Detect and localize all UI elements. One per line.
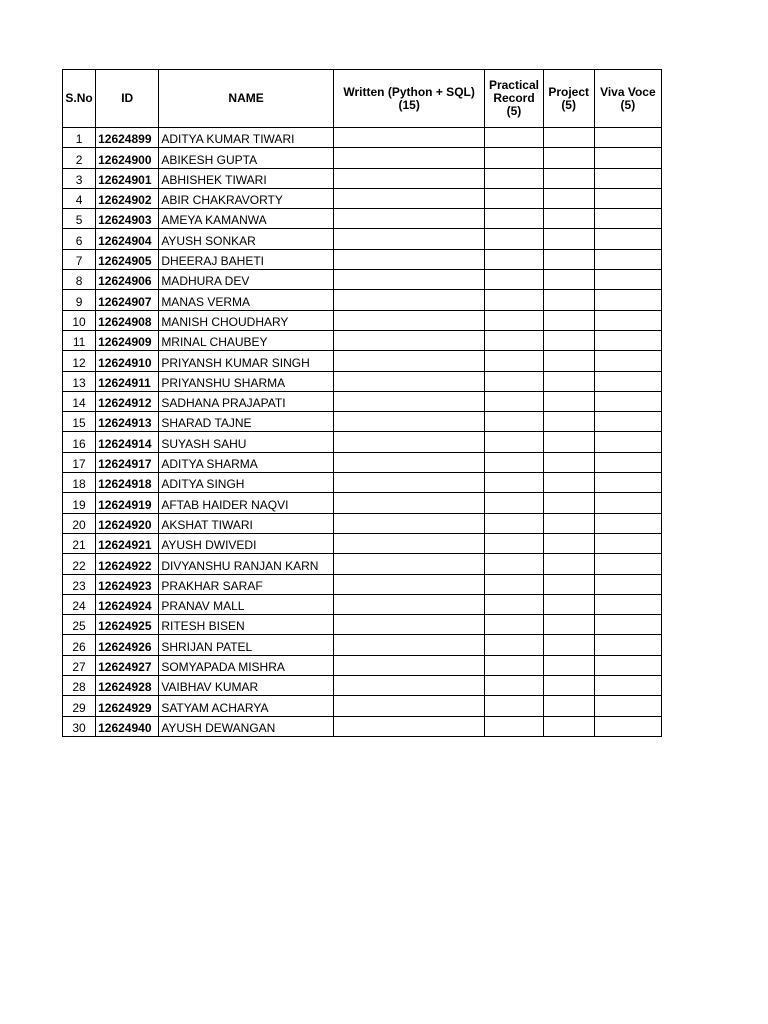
written-mark-cell[interactable] — [333, 391, 485, 411]
table-row — [63, 452, 662, 472]
viva-voce-mark-cell[interactable] — [594, 615, 661, 635]
sno-cell: 1 — [63, 128, 96, 148]
student-id-cell: 12624922 — [96, 554, 159, 574]
table-row — [63, 249, 662, 269]
written-mark-cell[interactable] — [333, 330, 485, 350]
project-mark-cell[interactable] — [543, 473, 594, 493]
practical-record-mark-cell[interactable] — [485, 432, 543, 452]
sno-cell: 30 — [63, 716, 96, 736]
sno-cell: 26 — [63, 635, 96, 655]
student-name-cell: SUYASH SAHU — [159, 432, 334, 452]
table-row — [63, 148, 662, 168]
student-name-cell: RITESH BISEN — [159, 615, 334, 635]
student-name-cell: PRAKHAR SARAF — [159, 574, 334, 594]
header-written: Written (Python + SQL) (15) — [333, 70, 485, 128]
sno-cell: 29 — [63, 696, 96, 716]
viva-voce-mark-cell[interactable] — [594, 432, 661, 452]
sno-cell: 14 — [63, 391, 96, 411]
project-mark-cell[interactable] — [543, 168, 594, 188]
viva-voce-mark-cell[interactable] — [594, 209, 661, 229]
project-mark-cell[interactable] — [543, 432, 594, 452]
written-mark-cell[interactable] — [333, 128, 485, 148]
sno-cell: 3 — [63, 168, 96, 188]
student-name-cell: AFTAB HAIDER NAQVI — [159, 493, 334, 513]
table-row — [63, 513, 662, 533]
project-mark-cell[interactable] — [543, 290, 594, 310]
viva-voce-mark-cell[interactable] — [594, 574, 661, 594]
header-sno: S.No — [63, 70, 96, 128]
student-id-cell: 12624900 — [96, 148, 159, 168]
practical-record-mark-cell[interactable] — [485, 371, 543, 391]
student-id-cell: 12624903 — [96, 209, 159, 229]
practical-record-mark-cell[interactable] — [485, 290, 543, 310]
practical-record-mark-cell[interactable] — [485, 351, 543, 371]
table-row — [63, 676, 662, 696]
practical-record-mark-cell[interactable] — [485, 128, 543, 148]
student-name-cell: VAIBHAV KUMAR — [159, 676, 334, 696]
table-row — [63, 168, 662, 188]
table-row — [63, 696, 662, 716]
written-mark-cell[interactable] — [333, 168, 485, 188]
student-id-cell: 12624907 — [96, 290, 159, 310]
project-mark-cell[interactable] — [543, 574, 594, 594]
table-row — [63, 371, 662, 391]
written-mark-cell[interactable] — [333, 655, 485, 675]
viva-voce-mark-cell[interactable] — [594, 270, 661, 290]
practical-record-mark-cell[interactable] — [485, 594, 543, 614]
viva-voce-mark-cell[interactable] — [594, 676, 661, 696]
marks-sheet — [62, 69, 662, 737]
viva-voce-mark-cell[interactable] — [594, 473, 661, 493]
written-mark-cell[interactable] — [333, 209, 485, 229]
practical-record-mark-cell[interactable] — [485, 513, 543, 533]
student-name-cell: MADHURA DEV — [159, 270, 334, 290]
practical-record-mark-cell[interactable] — [485, 655, 543, 675]
header-row — [63, 70, 662, 128]
written-mark-cell[interactable] — [333, 452, 485, 472]
practical-record-mark-cell[interactable] — [485, 696, 543, 716]
viva-voce-mark-cell[interactable] — [594, 594, 661, 614]
student-name-cell: SADHANA PRAJAPATI — [159, 391, 334, 411]
student-name-cell: ABIKESH GUPTA — [159, 148, 334, 168]
project-mark-cell[interactable] — [543, 615, 594, 635]
viva-voce-mark-cell[interactable] — [594, 493, 661, 513]
student-id-cell: 12624909 — [96, 330, 159, 350]
student-name-cell: ADITYA SINGH — [159, 473, 334, 493]
written-mark-cell[interactable] — [333, 473, 485, 493]
table-body — [63, 128, 662, 737]
practical-record-mark-cell[interactable] — [485, 330, 543, 350]
student-id-cell: 12624923 — [96, 574, 159, 594]
student-id-cell: 12624899 — [96, 128, 159, 148]
student-id-cell: 12624925 — [96, 615, 159, 635]
student-id-cell: 12624906 — [96, 270, 159, 290]
sno-cell: 4 — [63, 188, 96, 208]
viva-voce-mark-cell[interactable] — [594, 655, 661, 675]
student-name-cell: MRINAL CHAUBEY — [159, 330, 334, 350]
project-mark-cell[interactable] — [543, 270, 594, 290]
written-mark-cell[interactable] — [333, 148, 485, 168]
written-mark-cell[interactable] — [333, 249, 485, 269]
student-id-cell: 12624901 — [96, 168, 159, 188]
table-row — [63, 412, 662, 432]
sno-cell: 25 — [63, 615, 96, 635]
student-id-cell: 12624902 — [96, 188, 159, 208]
practical-record-mark-cell[interactable] — [485, 635, 543, 655]
student-name-cell: PRIYANSH KUMAR SINGH — [159, 351, 334, 371]
student-name-cell: AKSHAT TIWARI — [159, 513, 334, 533]
viva-voce-mark-cell[interactable] — [594, 371, 661, 391]
table-row — [63, 635, 662, 655]
student-id-cell: 12624908 — [96, 310, 159, 330]
sno-cell: 23 — [63, 574, 96, 594]
practical-record-mark-cell[interactable] — [485, 148, 543, 168]
table-row — [63, 574, 662, 594]
written-mark-cell[interactable] — [333, 533, 485, 553]
project-mark-cell[interactable] — [543, 696, 594, 716]
student-id-cell: 12624924 — [96, 594, 159, 614]
sno-cell: 13 — [63, 371, 96, 391]
written-mark-cell[interactable] — [333, 615, 485, 635]
table-row — [63, 330, 662, 350]
viva-voce-mark-cell[interactable] — [594, 452, 661, 472]
student-id-cell: 12624905 — [96, 249, 159, 269]
project-mark-cell[interactable] — [543, 188, 594, 208]
student-name-cell: SOMYAPADA MISHRA — [159, 655, 334, 675]
sno-cell: 11 — [63, 330, 96, 350]
student-name-cell: PRIYANSHU SHARMA — [159, 371, 334, 391]
student-name-cell: PRANAV MALL — [159, 594, 334, 614]
student-id-cell: 12624921 — [96, 533, 159, 553]
viva-voce-mark-cell[interactable] — [594, 229, 661, 249]
table-row — [63, 655, 662, 675]
student-name-cell: ADITYA SHARMA — [159, 452, 334, 472]
project-mark-cell[interactable] — [543, 594, 594, 614]
student-id-cell: 12624928 — [96, 676, 159, 696]
table-row — [63, 615, 662, 635]
table-row — [63, 290, 662, 310]
practical-record-mark-cell[interactable] — [485, 554, 543, 574]
written-mark-cell[interactable] — [333, 290, 485, 310]
written-mark-cell[interactable] — [333, 716, 485, 736]
practical-record-mark-cell[interactable] — [485, 452, 543, 472]
student-name-cell: SATYAM ACHARYA — [159, 696, 334, 716]
written-mark-cell[interactable] — [333, 635, 485, 655]
written-mark-cell[interactable] — [333, 310, 485, 330]
table-row — [63, 229, 662, 249]
project-mark-cell[interactable] — [543, 513, 594, 533]
viva-voce-mark-cell[interactable] — [594, 533, 661, 553]
written-mark-cell[interactable] — [333, 371, 485, 391]
student-name-cell: ABIR CHAKRAVORTY — [159, 188, 334, 208]
written-mark-cell[interactable] — [333, 676, 485, 696]
sno-cell: 17 — [63, 452, 96, 472]
practical-record-mark-cell[interactable] — [485, 473, 543, 493]
student-id-cell: 12624926 — [96, 635, 159, 655]
header-project: Project (5) — [543, 70, 594, 128]
student-name-cell: AYUSH SONKAR — [159, 229, 334, 249]
student-id-cell: 12624904 — [96, 229, 159, 249]
practical-record-mark-cell[interactable] — [485, 270, 543, 290]
practical-record-mark-cell[interactable] — [485, 168, 543, 188]
practical-record-mark-cell[interactable] — [485, 676, 543, 696]
project-mark-cell[interactable] — [543, 452, 594, 472]
project-mark-cell[interactable] — [543, 148, 594, 168]
sno-cell: 18 — [63, 473, 96, 493]
practical-record-mark-cell[interactable] — [485, 391, 543, 411]
viva-voce-mark-cell[interactable] — [594, 716, 661, 736]
viva-voce-mark-cell[interactable] — [594, 148, 661, 168]
practical-record-mark-cell[interactable] — [485, 412, 543, 432]
viva-voce-mark-cell[interactable] — [594, 391, 661, 411]
table-row — [63, 493, 662, 513]
practical-record-mark-cell[interactable] — [485, 310, 543, 330]
written-mark-cell[interactable] — [333, 188, 485, 208]
table-row — [63, 473, 662, 493]
project-mark-cell[interactable] — [543, 128, 594, 148]
student-id-cell: 12624927 — [96, 655, 159, 675]
sno-cell: 28 — [63, 676, 96, 696]
table-row — [63, 310, 662, 330]
viva-voce-mark-cell[interactable] — [594, 168, 661, 188]
written-mark-cell[interactable] — [333, 513, 485, 533]
written-mark-cell[interactable] — [333, 432, 485, 452]
sno-cell: 2 — [63, 148, 96, 168]
sno-cell: 21 — [63, 533, 96, 553]
student-id-cell: 12624940 — [96, 716, 159, 736]
header-id: ID — [96, 70, 159, 128]
project-mark-cell[interactable] — [543, 249, 594, 269]
practical-record-mark-cell[interactable] — [485, 615, 543, 635]
project-mark-cell[interactable] — [543, 635, 594, 655]
practical-record-mark-cell[interactable] — [485, 493, 543, 513]
student-name-cell: DIVYANSHU RANJAN KARN — [159, 554, 334, 574]
project-mark-cell[interactable] — [543, 676, 594, 696]
student-name-cell: SHRIJAN PATEL — [159, 635, 334, 655]
table-row — [63, 270, 662, 290]
sno-cell: 15 — [63, 412, 96, 432]
practical-record-mark-cell[interactable] — [485, 574, 543, 594]
practical-record-mark-cell[interactable] — [485, 249, 543, 269]
table-row — [63, 391, 662, 411]
viva-voce-mark-cell[interactable] — [594, 351, 661, 371]
student-id-cell: 12624919 — [96, 493, 159, 513]
written-mark-cell[interactable] — [333, 493, 485, 513]
project-mark-cell[interactable] — [543, 554, 594, 574]
student-name-cell: AYUSH DEWANGAN — [159, 716, 334, 736]
sno-cell: 27 — [63, 655, 96, 675]
project-mark-cell[interactable] — [543, 533, 594, 553]
written-mark-cell[interactable] — [333, 412, 485, 432]
viva-voce-mark-cell[interactable] — [594, 128, 661, 148]
viva-voce-mark-cell[interactable] — [594, 513, 661, 533]
student-name-cell: ABHISHEK TIWARI — [159, 168, 334, 188]
table-row — [63, 188, 662, 208]
sno-cell: 22 — [63, 554, 96, 574]
project-mark-cell[interactable] — [543, 493, 594, 513]
viva-voce-mark-cell[interactable] — [594, 188, 661, 208]
student-id-cell: 12624917 — [96, 452, 159, 472]
project-mark-cell[interactable] — [543, 229, 594, 249]
viva-voce-mark-cell[interactable] — [594, 290, 661, 310]
student-id-cell: 12624910 — [96, 351, 159, 371]
viva-voce-mark-cell[interactable] — [594, 310, 661, 330]
table-row — [63, 716, 662, 736]
viva-voce-mark-cell[interactable] — [594, 696, 661, 716]
project-mark-cell[interactable] — [543, 330, 594, 350]
table-row — [63, 554, 662, 574]
project-mark-cell[interactable] — [543, 655, 594, 675]
sno-cell: 12 — [63, 351, 96, 371]
viva-voce-mark-cell[interactable] — [594, 412, 661, 432]
written-mark-cell[interactable] — [333, 696, 485, 716]
student-id-cell: 12624912 — [96, 391, 159, 411]
written-mark-cell[interactable] — [333, 270, 485, 290]
student-name-cell: DHEERAJ BAHETI — [159, 249, 334, 269]
table-row — [63, 128, 662, 148]
viva-voce-mark-cell[interactable] — [594, 554, 661, 574]
project-mark-cell[interactable] — [543, 371, 594, 391]
written-mark-cell[interactable] — [333, 594, 485, 614]
sno-cell: 6 — [63, 229, 96, 249]
student-name-cell: AMEYA KAMANWA — [159, 209, 334, 229]
sno-cell: 10 — [63, 310, 96, 330]
project-mark-cell[interactable] — [543, 412, 594, 432]
sno-cell: 19 — [63, 493, 96, 513]
student-id-cell: 12624918 — [96, 473, 159, 493]
project-mark-cell[interactable] — [543, 209, 594, 229]
student-id-cell: 12624911 — [96, 371, 159, 391]
project-mark-cell[interactable] — [543, 351, 594, 371]
project-mark-cell[interactable] — [543, 391, 594, 411]
sno-cell: 9 — [63, 290, 96, 310]
sno-cell: 24 — [63, 594, 96, 614]
practical-record-mark-cell[interactable] — [485, 209, 543, 229]
written-mark-cell[interactable] — [333, 229, 485, 249]
student-marks-table — [62, 69, 662, 737]
table-row — [63, 432, 662, 452]
student-name-cell: MANAS VERMA — [159, 290, 334, 310]
table-header — [63, 70, 662, 128]
student-id-cell: 12624929 — [96, 696, 159, 716]
table-row — [63, 533, 662, 553]
header-name: NAME — [159, 70, 334, 128]
student-id-cell: 12624914 — [96, 432, 159, 452]
viva-voce-mark-cell[interactable] — [594, 330, 661, 350]
student-id-cell: 12624920 — [96, 513, 159, 533]
table-row — [63, 594, 662, 614]
viva-voce-mark-cell[interactable] — [594, 249, 661, 269]
practical-record-mark-cell[interactable] — [485, 229, 543, 249]
practical-record-mark-cell[interactable] — [485, 716, 543, 736]
student-name-cell: AYUSH DWIVEDI — [159, 533, 334, 553]
practical-record-mark-cell[interactable] — [485, 188, 543, 208]
header-viva-voce: Viva Voce (5) — [594, 70, 661, 128]
project-mark-cell[interactable] — [543, 716, 594, 736]
written-mark-cell[interactable] — [333, 554, 485, 574]
viva-voce-mark-cell[interactable] — [594, 635, 661, 655]
table-row — [63, 351, 662, 371]
practical-record-mark-cell[interactable] — [485, 533, 543, 553]
header-practical-record: Practical Record (5) — [485, 70, 543, 128]
student-name-cell: ADITYA KUMAR TIWARI — [159, 128, 334, 148]
written-mark-cell[interactable] — [333, 351, 485, 371]
student-id-cell: 12624913 — [96, 412, 159, 432]
sno-cell: 8 — [63, 270, 96, 290]
sno-cell: 5 — [63, 209, 96, 229]
project-mark-cell[interactable] — [543, 310, 594, 330]
sno-cell: 7 — [63, 249, 96, 269]
sno-cell: 20 — [63, 513, 96, 533]
table-row — [63, 209, 662, 229]
sno-cell: 16 — [63, 432, 96, 452]
student-name-cell: SHARAD TAJNE — [159, 412, 334, 432]
student-name-cell: MANISH CHOUDHARY — [159, 310, 334, 330]
written-mark-cell[interactable] — [333, 574, 485, 594]
